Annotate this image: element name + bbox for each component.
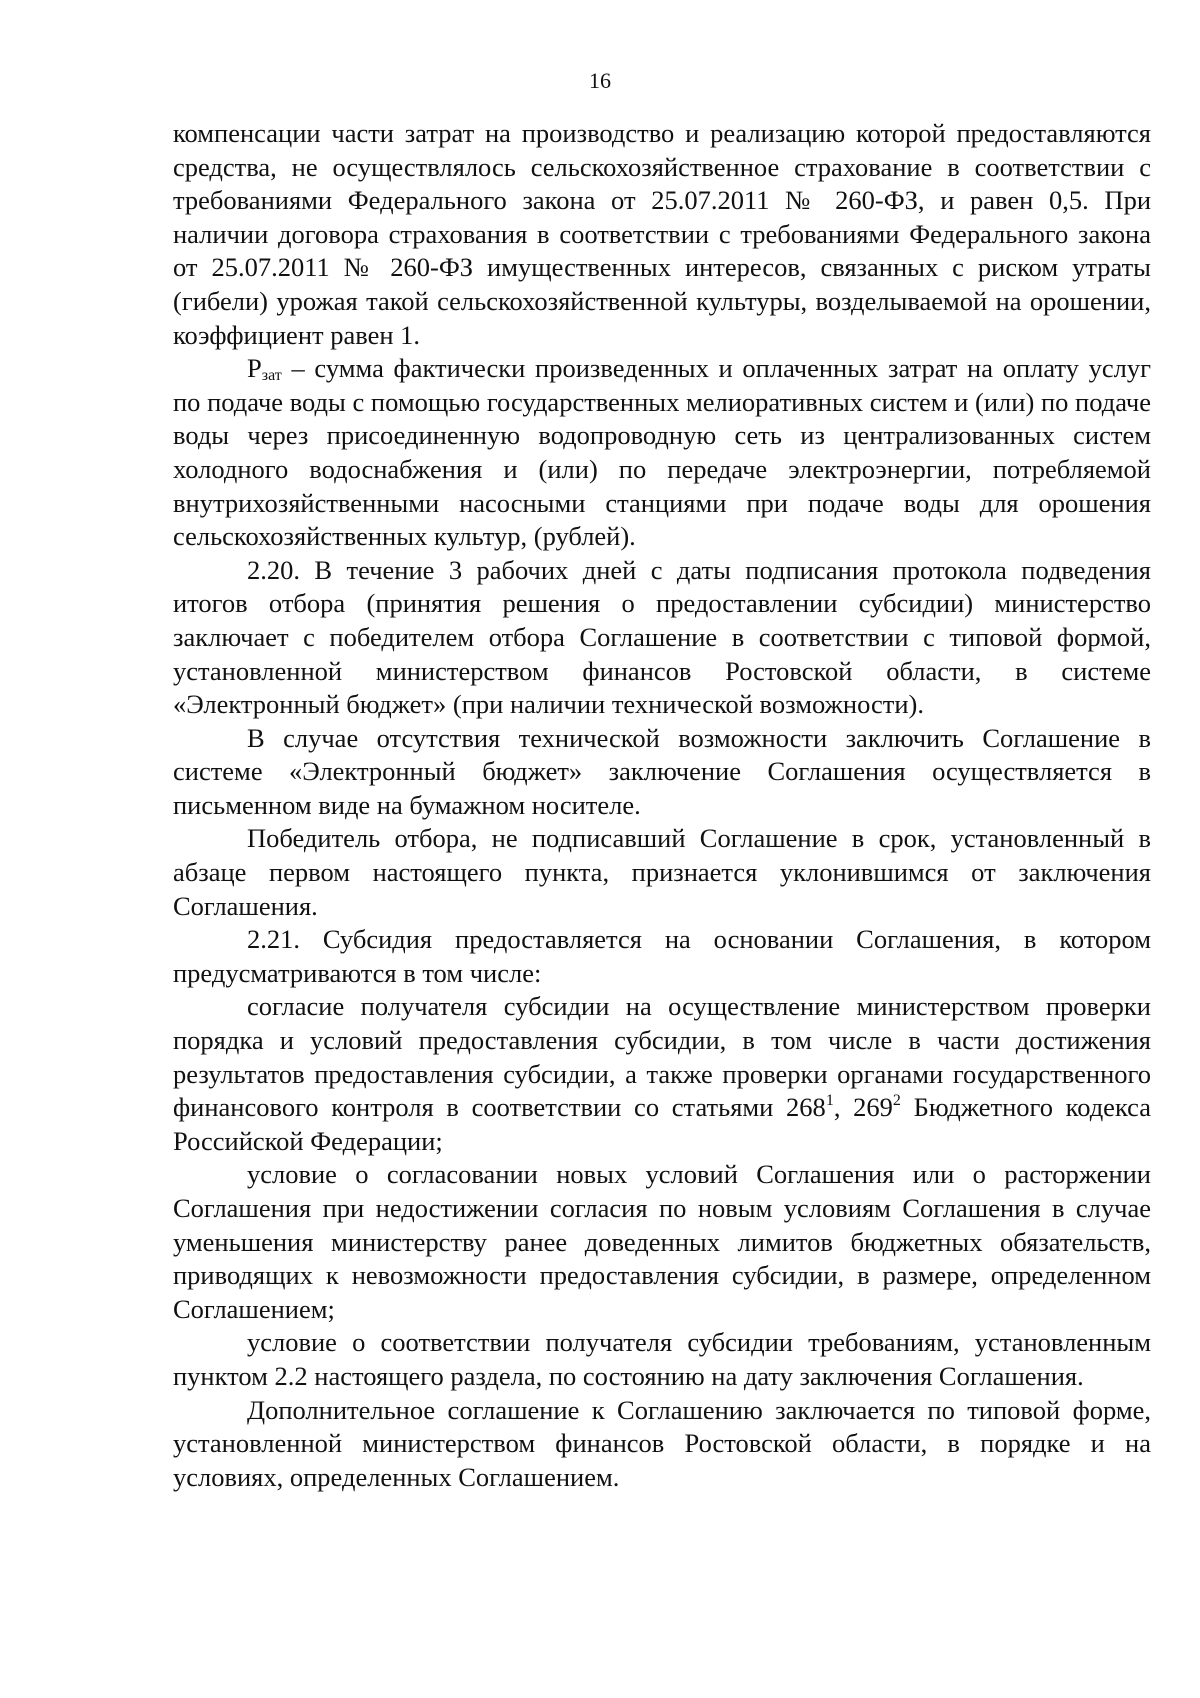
paragraph-compliance-condition: условие о соответствии получателя субсидии требованиям, установленным пунктом 2.2 настоящего раздела, по состоянию на дату заключения Соглашения.	[173, 1327, 1151, 1391]
paragraph-consent-inspection	[173, 990, 1151, 1158]
page-number: 16	[589, 68, 611, 93]
costs-symbol-subscript: зат	[261, 367, 282, 385]
paragraph-coefficient-continuation: компенсации части затрат на производство и реализацию которой предоставляются средства, не осуществлялось сельскохозяйственное страхование в соответствии с требованиями Федерального закона от 25.07.2011 № 260-ФЗ, и равен 0,5. При наличии договора страхования в соответствии с требованиями Федерального закона от 25.07.2011 № 260-ФЗ имущественных интересов, связанных с риском утраты (гибели) урожая такой сельскохозяйственной культуры, возделываемой на орошении, коэффициент равен 1.	[173, 118, 1151, 350]
consent-text-a: согласие получателя субсидии на осуществление министерством проверки порядка и условий предоставления субсидии, в том числе в части достижения результатов предоставления субсидии, а также проверки органами государственного финансового контроля в соответствии со статьями 268	[173, 991, 1151, 1123]
consent-text-b: , 269	[833, 1092, 893, 1123]
costs-definition-text: – сумма фактически произведенных и оплаченных затрат на оплату услуг по подаче воды с помощью государственных мелиоративных систем и (или) по подаче воды через присоединенную водопроводную сеть из централизованных систем холодного водоснабжения и (или) по передаче электроэнергии, потребляемой внутрихозяйственными насосными станциями при подаче воды для орошения сельскохозяйственных культур, (рублей).	[173, 353, 1151, 552]
paragraph-paper-agreement: В случае отсутствия технической возможности заключить Соглашение в системе «Электронный бюджет» заключение Соглашения осуществляется в письменном виде на бумажном носителе.	[173, 722, 1151, 820]
costs-symbol: Р	[247, 353, 262, 384]
paragraph-new-conditions: условие о согласовании новых условий Соглашения или о расторжении Соглашения при недостижении согласия по новым условиям Соглашения в случае уменьшения министерству ранее доведенных лимитов бюджетных обязательств, приводящих к невозможности предоставления субсидии, в размере, определенном Соглашением;	[173, 1159, 1151, 1324]
consent-text-c: Бюджетного кодекса Российской Федерации;	[173, 1092, 1152, 1156]
paragraph-2-20: 2.20. В течение 3 рабочих дней с даты подписания протокола подведения итогов отбора (принятия решения о предоставлении субсидии) министерство заключает с победителем отбора Соглашение в соответствии с типовой формой, установленной министерством финансов Ростовской области, в системе «Электронный бюджет» (при наличии технической возможности).	[173, 554, 1151, 720]
article-269-superscript: 2	[892, 1092, 901, 1110]
paragraph-costs-definition	[173, 352, 1151, 554]
article-268-superscript: 1	[825, 1092, 834, 1110]
paragraph-winner-refusal: Победитель отбора, не подписавший Соглашение в срок, установленный в абзаце первом настоящего пункта, признается уклонившимся от заключения Соглашения.	[173, 823, 1151, 921]
paragraph-additional-agreement: Дополнительное соглашение к Соглашению заключается по типовой форме, установленной министерством финансов Ростовской области, в порядке и на условиях, определенных Соглашением.	[173, 1394, 1151, 1492]
paragraph-2-21: 2.21. Субсидия предоставляется на основании Соглашения, в котором предусматриваются в том числе:	[173, 924, 1151, 988]
document-body	[173, 117, 1151, 1494]
